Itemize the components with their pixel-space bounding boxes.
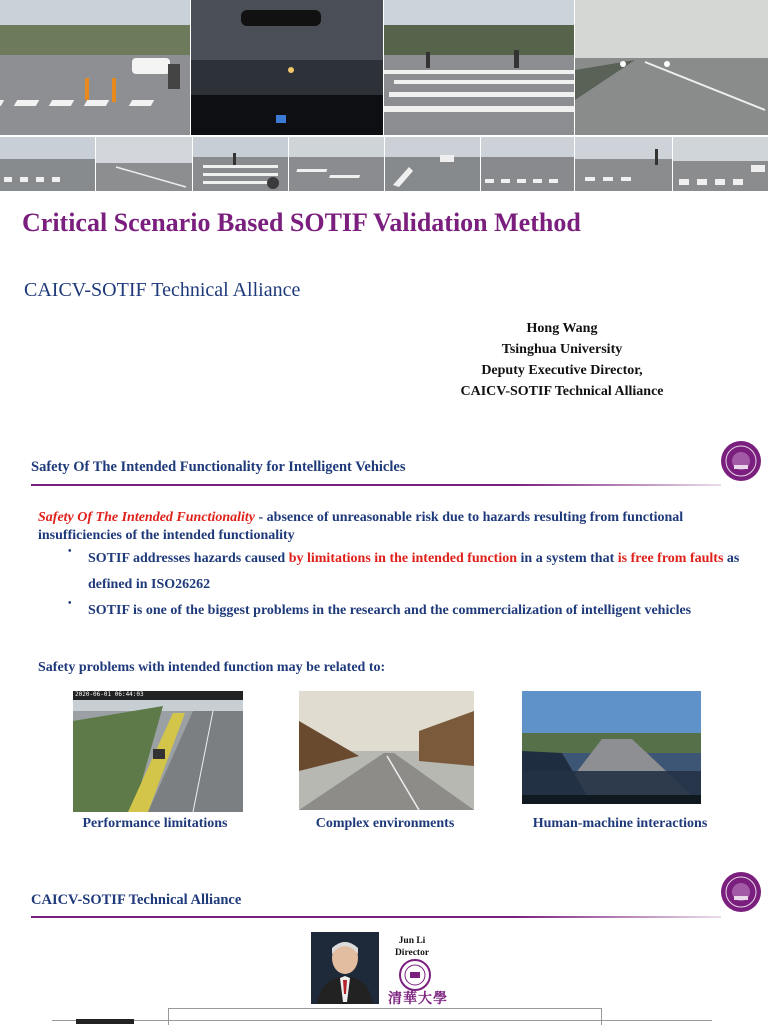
- bullet2-text: SOTIF is one of the biggest problems in the research and the commercialization of intelligent vehicles: [88, 603, 692, 618]
- director-role: Director: [394, 948, 430, 958]
- page-title: Critical Scenario Based SOTIF Validation Method: [22, 208, 581, 237]
- tsinghua-calligraphy: 清華大學: [388, 992, 448, 1007]
- related-heading: Safety problems with intended function may be related to:: [38, 660, 386, 675]
- caption-environment: Complex environments: [315, 816, 455, 831]
- example-image-environment: [299, 691, 474, 810]
- photo-night-road: [191, 0, 383, 135]
- page-subtitle: CAICV-SOTIF Technical Alliance: [24, 279, 301, 301]
- photo-crosswalk-car: [0, 0, 190, 135]
- author-organization: CAICV-SOTIF Technical Alliance: [460, 384, 664, 399]
- bullet-dot: •: [68, 546, 72, 557]
- author-block: [432, 318, 692, 402]
- director-name: Jun Li: [398, 936, 426, 946]
- section1-title: Safety Of The Intended Functionality for Intelligent Vehicles: [31, 459, 406, 475]
- thumb-6: [481, 137, 574, 191]
- thumb-7: [575, 137, 672, 191]
- photo-foggy-highway: [575, 0, 768, 135]
- bullet1-text-c: as defined in ISO26262: [88, 551, 740, 592]
- definition-term: Safety Of The Intended Functionality: [38, 510, 255, 525]
- author-role: Deputy Executive Director,: [481, 363, 643, 378]
- thumb-2: [96, 137, 192, 191]
- author-affiliation: Tsinghua University: [501, 342, 623, 357]
- org-chart-base-line: [52, 1020, 712, 1021]
- author-name: Hong Wang: [526, 321, 598, 336]
- director-info: [388, 935, 436, 959]
- definition-text: - absence of unreasonable risk due to hazards resulting from functional insufficiencies of the intended functionality: [38, 510, 684, 543]
- thumb-4: [289, 137, 384, 191]
- bullet1-highlight-b: is free from faults: [617, 551, 724, 566]
- org-chart-block: [76, 1019, 134, 1024]
- bullet-dot: •: [68, 598, 72, 609]
- thumb-3: [193, 137, 288, 191]
- thumb-5: [385, 137, 480, 191]
- example-image-hmi: [522, 691, 701, 804]
- university-seal-icon: [720, 440, 762, 482]
- tsinghua-emblem-icon: [398, 958, 432, 992]
- photo-crosswalk-pedestrian: [384, 0, 574, 135]
- example-image-performance: [73, 691, 243, 812]
- sotif-definition: [38, 509, 698, 545]
- thumb-1: [0, 137, 95, 191]
- video-timestamp: 2020-06-01 06:44:03: [75, 691, 144, 698]
- university-seal-icon: [720, 871, 762, 913]
- caption-performance: Performance limitations: [82, 816, 228, 831]
- bullet1-text-b: in a system that: [517, 551, 618, 566]
- director-photo: [311, 932, 379, 1004]
- org-chart-frame: [168, 1008, 602, 1025]
- caption-hmi: Human-machine interactions: [532, 816, 708, 831]
- bullet1-highlight-a: by limitations in the intended function: [288, 551, 518, 566]
- section1-divider: [31, 484, 721, 486]
- thumb-8: [673, 137, 768, 191]
- section2-title: CAICV-SOTIF Technical Alliance: [31, 892, 242, 908]
- bullet1-text-a: SOTIF addresses hazards caused: [88, 551, 289, 566]
- section2-divider: [31, 916, 721, 918]
